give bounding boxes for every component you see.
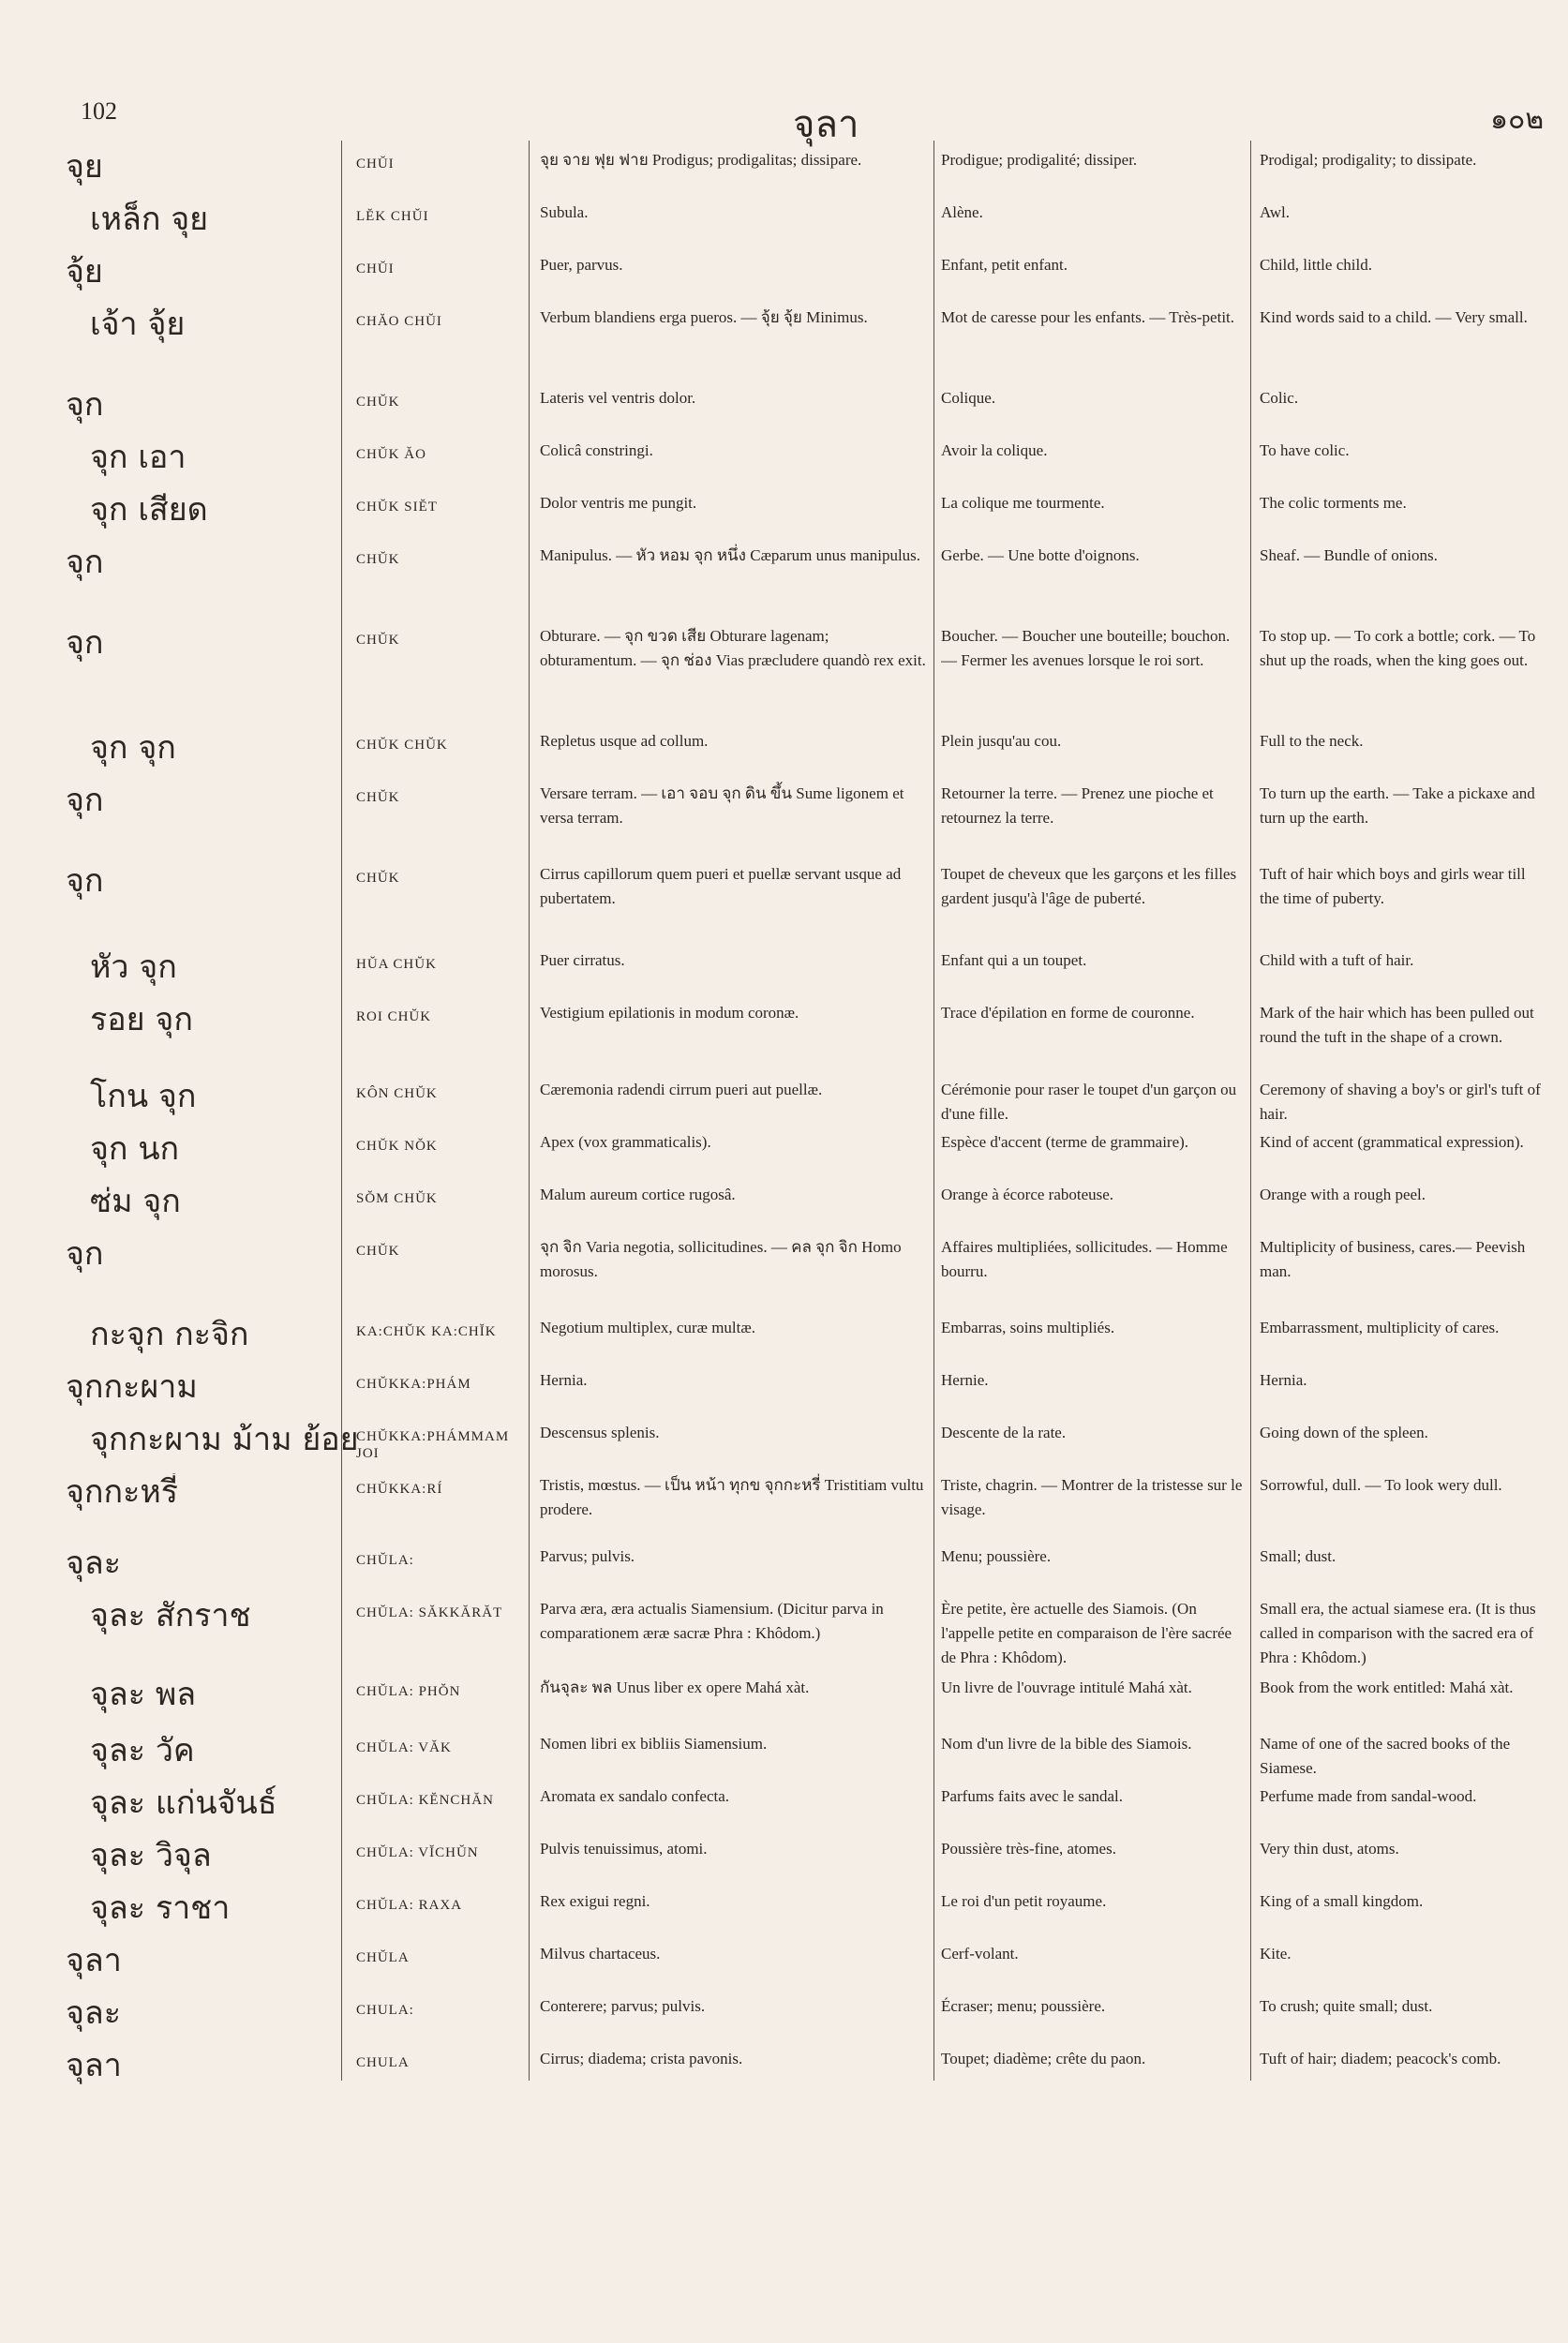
english-definition: Small era, the actual siamese era. (It is thus called in comparison with the sacred era of Phra : Khôdom.) <box>1260 1600 1536 1666</box>
french-definition: Toupet; diadème; crête du paon. <box>941 2050 1146 2067</box>
latin-definition: Parvus; pulvis. <box>540 1547 635 1565</box>
romanization: CHŬK NŎK <box>356 1139 438 1154</box>
french-definition: Hernie. <box>941 1371 989 1389</box>
headword: จุก จุก <box>90 729 176 767</box>
english-definition: Name of one of the sacred books of the Siamese. <box>1260 1735 1511 1777</box>
latin-definition: Hernia. <box>540 1371 588 1389</box>
french-definition: Enfant, petit enfant. <box>941 256 1068 274</box>
romanization: CHŬLA: VĬCHŬN <box>356 1845 479 1860</box>
latin-definition: Malum aureum cortice rugosâ. <box>540 1186 736 1203</box>
entry-row <box>0 617 1568 722</box>
english-definition: King of a small kingdom. <box>1260 1892 1424 1910</box>
headword: จุละ สักราช <box>90 1597 251 1634</box>
french-definition: Poussière très-fine, atomes. <box>941 1840 1116 1858</box>
headword: รอย จุก <box>90 1001 193 1038</box>
french-definition: Le roi d'un petit royaume. <box>941 1892 1107 1910</box>
latin-definition: จุก จิก Varia negotia, sollicitudines. — คล จุก จิก Homo morosus. <box>540 1238 902 1280</box>
english-definition: Kind words said to a child. — Very small. <box>1260 308 1528 326</box>
latin-definition: Conterere; parvus; pulvis. <box>540 1997 706 2015</box>
english-definition: Kind of accent (grammatical expression). <box>1260 1133 1524 1151</box>
entry-row <box>0 1724 1568 1777</box>
french-definition: Colique. <box>941 389 996 407</box>
headword: จุย <box>66 148 103 186</box>
headword: จุก <box>66 386 104 424</box>
headword: จุก <box>66 782 104 819</box>
entry-row <box>0 1987 1568 2039</box>
english-definition: Orange with a rough peel. <box>1260 1186 1426 1203</box>
latin-definition: Cirrus; diadema; crista pavonis. <box>540 2050 743 2067</box>
english-definition: To crush; quite small; dust. <box>1260 1997 1433 2015</box>
romanization: CHŬK <box>356 552 400 567</box>
headword: จุลา <box>66 2047 122 2084</box>
latin-definition: กันจุละ พล Unus liber ex opere Mahá xàt. <box>540 1679 810 1696</box>
entry-row <box>0 246 1568 298</box>
entry-row <box>0 1882 1568 1934</box>
latin-definition: Verbum blandiens erga pueros. — จุ้ย จุ้ย Minimus. <box>540 308 868 326</box>
romanization: CHULA: <box>356 2003 414 2018</box>
entry-row <box>0 536 1568 617</box>
romanization: CHĂO CHŬI <box>356 314 442 329</box>
french-definition: Cerf-volant. <box>941 1945 1019 1962</box>
headword: จุก นก <box>90 1130 180 1168</box>
headword: จุลา <box>66 1942 122 1979</box>
headword: จุละ <box>66 1994 122 2032</box>
french-definition: Toupet de cheveux que les garçons et les filles gardent jusqu'à l'âge de puberté. <box>941 865 1237 907</box>
romanization: KÔN CHŬK <box>356 1086 438 1101</box>
entry-row <box>0 774 1568 855</box>
french-definition: Affaires multipliées, sollicitudes. — Homme bourru. <box>941 1238 1228 1280</box>
french-definition: Boucher. — Boucher une bouteille; bouchon. — Fermer les avenues lorsque le roi sort. <box>941 627 1231 669</box>
headword: จุละ ราชา <box>90 1889 231 1927</box>
headword: ซ่ม จุก <box>90 1183 181 1220</box>
latin-definition: Puer, parvus. <box>540 256 623 274</box>
english-definition: Tuft of hair which boys and girls wear till the time of puberty. <box>1260 865 1526 907</box>
headword: จุกกะผาม ม้าม ย้อย <box>90 1421 359 1458</box>
romanization: CHŬK <box>356 1244 400 1259</box>
latin-definition: Parva æra, æra actualis Siamensium. (Dicitur parva in comparationem æræ sacræ Phra : Khôdom.) <box>540 1600 884 1642</box>
latin-definition: Cirrus capillorum quem pueri et puellæ servant usque ad pubertatem. <box>540 865 902 907</box>
romanization: CHŬK ĂO <box>356 447 426 462</box>
latin-definition: Nomen libri ex bibliis Siamensium. <box>540 1735 768 1753</box>
entry-row <box>0 1466 1568 1537</box>
headword: จุก <box>66 544 104 581</box>
headword: กะจุก กะจิก <box>90 1316 249 1353</box>
french-definition: Un livre de l'ouvrage intitulé Mahá xàt. <box>941 1679 1192 1696</box>
english-definition: Child, little child. <box>1260 256 1372 274</box>
romanization: CHŬKKA:PHÁMMAM JOI <box>356 1429 510 1461</box>
latin-definition: Versare terram. — เอา จอบ จุก ดิน ขึ้น Sume ligonem et versa terram. <box>540 784 904 827</box>
french-definition: Orange à écorce raboteuse. <box>941 1186 1114 1203</box>
headword: จุ้ย <box>66 253 103 291</box>
romanization: CHŬI <box>356 157 395 172</box>
entry-row <box>0 722 1568 774</box>
french-definition: Triste, chagrin. — Montrer de la tristesse sur le visage. <box>941 1476 1243 1518</box>
romanization: SŎM CHŬK <box>356 1191 438 1206</box>
latin-definition: Puer cirratus. <box>540 951 625 969</box>
french-definition: Alène. <box>941 203 983 221</box>
french-definition: Nom d'un livre de la bible des Siamois. <box>941 1735 1192 1753</box>
romanization: HŬA CHŬK <box>356 957 437 972</box>
page-number-thai: ๑๐๒ <box>1490 103 1545 136</box>
french-definition: Écraser; menu; poussière. <box>941 1997 1106 2015</box>
headword: หัว จุก <box>90 948 177 986</box>
latin-definition: Aromata ex sandalo confecta. <box>540 1787 730 1805</box>
french-definition: Ère petite, ère actuelle des Siamois. (On l'appelle petite en comparaison de l'ère sacrée de Phra : Khôdom). <box>941 1600 1232 1666</box>
latin-definition: Repletus usque ad collum. <box>540 732 709 750</box>
latin-definition: Apex (vox grammaticalis). <box>540 1133 711 1151</box>
english-definition: Book from the work entitled: Mahá xàt. <box>1260 1679 1514 1696</box>
latin-definition: Lateris vel ventris dolor. <box>540 389 696 407</box>
english-definition: Sheaf. — Bundle of onions. <box>1260 546 1438 564</box>
romanization: CHŬLA <box>356 1950 410 1965</box>
romanization: CHŬLA: <box>356 1553 414 1568</box>
romanization: CHULA <box>356 2055 410 2070</box>
romanization: CHŬK <box>356 790 400 805</box>
entry-row <box>0 993 1568 1070</box>
romanization: CHŬI <box>356 261 395 276</box>
entry-row <box>0 1123 1568 1175</box>
running-head: จุลา <box>793 103 859 146</box>
entry-row <box>0 1413 1568 1466</box>
headword: จุละ แก่นจันธ์ <box>90 1784 277 1822</box>
french-definition: Mot de caresse pour les enfants. — Très-petit. <box>941 308 1235 326</box>
english-definition: Going down of the spleen. <box>1260 1424 1428 1441</box>
english-definition: To stop up. — To cork a bottle; cork. — To shut up the roads, when the king goes out. <box>1260 627 1536 669</box>
french-definition: Parfums faits avec le sandal. <box>941 1787 1124 1805</box>
headword: จุก <box>66 624 104 662</box>
entry-row <box>0 1589 1568 1668</box>
latin-definition: Subula. <box>540 203 589 221</box>
english-definition: Tuft of hair; diadem; peacock's comb. <box>1260 2050 1501 2067</box>
latin-definition: Manipulus. — หัว หอม จุก หนึ่ง Cæparum unus manipulus. <box>540 546 921 564</box>
french-definition: Menu; poussière. <box>941 1547 1052 1565</box>
french-definition: Embarras, soins multipliés. <box>941 1319 1115 1336</box>
headword: โกน จุก <box>90 1078 197 1115</box>
french-definition: La colique me tourmente. <box>941 494 1105 512</box>
french-definition: Plein jusqu'au cou. <box>941 732 1062 750</box>
english-definition: Ceremony of shaving a boy's or girl's tuft of hair. <box>1260 1081 1541 1123</box>
french-definition: Descente de la rate. <box>941 1424 1067 1441</box>
latin-definition: Obturare. — จุก ขวด เสีย Obturare lagenam; obturamentum. — จุก ช่อง Vias præcludere quandò rex exit. <box>540 627 926 669</box>
entry-row <box>0 1308 1568 1361</box>
latin-definition: Milvus chartaceus. <box>540 1945 661 1962</box>
headword: จุละ วิจุล <box>90 1837 212 1874</box>
english-definition: Mark of the hair which has been pulled out round the tuft in the shape of a crown. <box>1260 1004 1534 1046</box>
romanization: CHŬLA: PHŎN <box>356 1684 461 1699</box>
french-definition: Gerbe. — Une botte d'oignons. <box>941 546 1140 564</box>
headword: จุละ <box>66 1545 122 1582</box>
headword: จุก เสียด <box>90 491 208 529</box>
entry-row <box>0 193 1568 246</box>
headword: จุก <box>66 1235 104 1273</box>
english-definition: Hernia. <box>1260 1371 1307 1389</box>
romanization: CHŬK CHŬK <box>356 738 448 753</box>
french-definition: Cérémonie pour raser le toupet d'un garçon ou d'une fille. <box>941 1081 1237 1123</box>
french-definition: Trace d'épilation en forme de couronne. <box>941 1004 1195 1022</box>
entry-row <box>0 1537 1568 1589</box>
entry-row <box>0 141 1568 193</box>
english-definition: Embarrassment, multiplicity of cares. <box>1260 1319 1500 1336</box>
english-definition: Colic. <box>1260 389 1299 407</box>
english-definition: To turn up the earth. — Take a pickaxe and turn up the earth. <box>1260 784 1535 827</box>
headword: จุก <box>66 862 104 900</box>
romanization: CHŬKKA:RÍ <box>356 1482 443 1497</box>
english-definition: Prodigal; prodigality; to dissipate. <box>1260 151 1477 169</box>
latin-definition: Colicâ constringi. <box>540 441 653 459</box>
latin-definition: Vestigium epilationis in modum coronæ. <box>540 1004 799 1022</box>
romanization: CHŬK SIĔT <box>356 500 438 515</box>
latin-definition: Negotium multiplex, curæ multæ. <box>540 1319 755 1336</box>
latin-definition: Rex exigui regni. <box>540 1892 650 1910</box>
english-definition: Kite. <box>1260 1945 1292 1962</box>
french-definition: Prodigue; prodigalité; dissiper. <box>941 151 1138 169</box>
entry-row <box>0 1829 1568 1882</box>
english-definition: The colic torments me. <box>1260 494 1407 512</box>
english-definition: To have colic. <box>1260 441 1350 459</box>
latin-definition: Dolor ventris me pungit. <box>540 494 697 512</box>
french-definition: Retourner la terre. — Prenez une pioche et retournez la terre. <box>941 784 1214 827</box>
english-definition: Perfume made from sandal-wood. <box>1260 1787 1477 1805</box>
entry-row <box>0 484 1568 536</box>
entry-row <box>0 855 1568 941</box>
latin-definition: Tristis, mœstus. — เป็น หน้า ทุกข จุกกะหรี่ Tristitiam vultu prodere. <box>540 1476 924 1518</box>
english-definition: Full to the neck. <box>1260 732 1364 750</box>
english-definition: Multiplicity of business, cares.— Peevish man. <box>1260 1238 1526 1280</box>
entry-row <box>0 431 1568 484</box>
romanization: CHŬLA: SĂKKĂRĂT <box>356 1605 503 1620</box>
headword: จุละ พล <box>90 1676 197 1713</box>
french-definition: Espèce d'accent (terme de grammaire). <box>941 1133 1189 1151</box>
entry-row <box>0 379 1568 431</box>
entry-row <box>0 2039 1568 2092</box>
romanization: ROI CHŬK <box>356 1009 432 1024</box>
headword: จุกกะหรี่ <box>66 1473 179 1511</box>
entry-row <box>0 1777 1568 1829</box>
headword: เหล็ก จุย <box>90 201 209 238</box>
romanization: CHŬLA: KĔNCHĂN <box>356 1793 494 1808</box>
entry-row <box>0 298 1568 379</box>
french-definition: Avoir la colique. <box>941 441 1048 459</box>
headword: จุก เอา <box>90 439 187 476</box>
romanization: CHŬKKA:PHÁM <box>356 1377 471 1392</box>
entry-row <box>0 1361 1568 1413</box>
english-definition: Very thin dust, atoms. <box>1260 1840 1399 1858</box>
entry-row <box>0 1070 1568 1123</box>
latin-definition: Pulvis tenuissimus, atomi. <box>540 1840 708 1858</box>
entry-row <box>0 1228 1568 1308</box>
entry-row <box>0 1934 1568 1987</box>
entry-row <box>0 941 1568 993</box>
romanization: KA:CHŬK KA:CHĬK <box>356 1324 497 1339</box>
french-definition: Enfant qui a un toupet. <box>941 951 1087 969</box>
romanization: CHŬK <box>356 871 400 886</box>
page-number: 102 <box>81 97 117 125</box>
latin-definition: Cæremonia radendi cirrum pueri aut puellæ. <box>540 1081 823 1098</box>
latin-definition: จุย จาย ฟุย ฟาย Prodigus; prodigalitas; dissipare. <box>540 151 862 169</box>
entry-list <box>0 141 1568 2092</box>
headword: เจ้า จุ้ย <box>90 306 186 343</box>
entry-row <box>0 1668 1568 1724</box>
entry-row <box>0 1175 1568 1228</box>
romanization: LĔK CHŬI <box>356 209 429 224</box>
romanization: CHŬK <box>356 395 400 410</box>
latin-definition: Descensus splenis. <box>540 1424 660 1441</box>
romanization: CHŬLA: VĂK <box>356 1740 452 1755</box>
english-definition: Sorrowful, dull. — To look wery dull. <box>1260 1476 1502 1494</box>
headword: จุกกะผาม <box>66 1368 198 1406</box>
english-definition: Awl. <box>1260 203 1290 221</box>
headword: จุละ วัค <box>90 1732 195 1769</box>
romanization: CHŬK <box>356 633 400 648</box>
english-definition: Small; dust. <box>1260 1547 1337 1565</box>
romanization: CHŬLA: RAXA <box>356 1898 463 1913</box>
english-definition: Child with a tuft of hair. <box>1260 951 1414 969</box>
